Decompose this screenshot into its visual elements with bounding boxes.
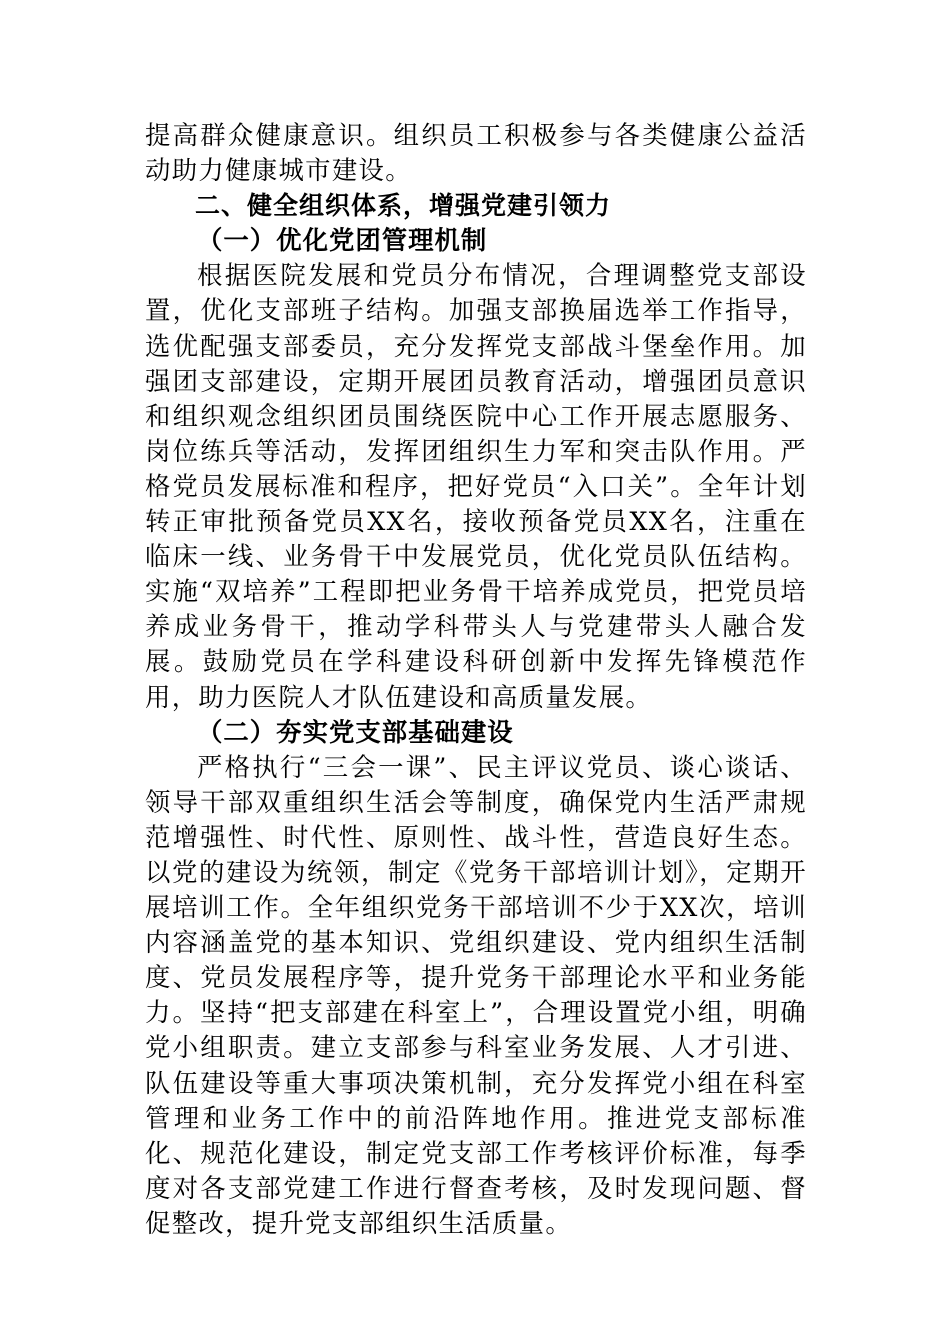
document-body (145, 118, 807, 1241)
section-heading: 二、健全组织体系，增强党建引领力 (195, 191, 612, 221)
continuation-paragraph: 提高群众健康意识。组织员工积极参与各类健康公益活动助力健康城市建设。 (145, 120, 807, 186)
body-paragraph: 根据医院发展和党员分布情况，合理调整党支部设置，优化支部班子结构。加强支部换届选举工作指导，选优配强支部委员，充分发挥党支部战斗堡垒作用。加强团支部建设，定期开展团员教育活动，增强团员意识和组织观念组织团员围绕医院中心工作开展志愿服务、岗位练兵等活动，发挥团组织生力军和突击队作用。严格党员发展标准和程序，把好党员“入口关”。全年计划转正审批预备党员XX名，接收预备党员XX名，注重在临床一线、业务骨干中发展党员，优化党员队伍结构。实施“双培养”工程即把业务骨干培养成党员，把党员培养成业务骨干，推动学科带头人与党建带头人融合发展。鼓励党员在学科建设科研创新中发挥先锋模范作用，助力医院人才队伍建设和高质量发展。 (145, 260, 807, 712)
subsection-heading: （一）优化党团管理机制 (197, 225, 488, 256)
subsection-heading: （二）夯实党支部基础建设 (197, 716, 514, 747)
body-paragraph: 严格执行“三会一课”、民主评议党员、谈心谈话、领导干部双重组织生活会等制度，确保党内生活严肃规范增强性、时代性、原则性、战斗性，营造良好生态。以党的建设为统领，制定《党务干部培训计划》，定期开展培训工作。全年组织党务干部培训不少于XX次，培训内容涵盖党的基本知识、党组织建设、党内组织生活制度、党员发展程序等，提升党务干部理论水平和业务能力。坚持“把支部建在科室上”，合理设置党小组，明确党小组职责。建立支部参与科室业务发展、人才引进、队伍建设等重大事项决策机制，充分发挥党小组在科室管理和业务工作中的前沿阵地作用。推进党支部标准化、规范化建设，制定党支部工作考核评价标准，每季度对各支部党建工作进行督查考核，及时发现问题、督促整改，提升党支部组织生活质量。 (145, 751, 807, 1238)
